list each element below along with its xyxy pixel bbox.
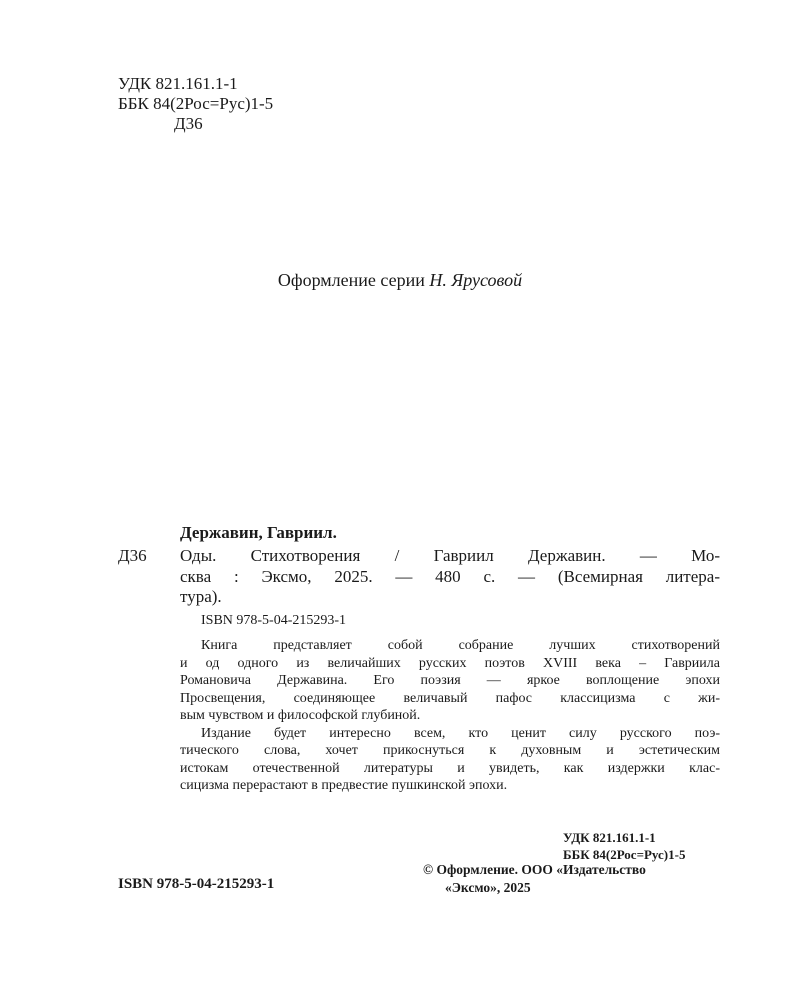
abstract-line: Книга представляет собой собрание лучших стихотворений bbox=[201, 638, 720, 653]
abstract-line: истокам отечественной литературы и увидеть, как издержки клас- bbox=[180, 760, 720, 776]
bottom-isbn: ISBN 978-5-04-215293-1 bbox=[118, 876, 275, 892]
bbk-code-right: ББК 84(2Рос=Рус)1-5 bbox=[563, 847, 686, 862]
biblio-line: тура). bbox=[180, 587, 222, 606]
author-mark: Д36 bbox=[174, 114, 203, 133]
abstract-line: и од одного из величайших русских поэтов XVIII века – Гавриила bbox=[180, 655, 720, 671]
abstract-line: тического слова, хочет прикоснуться к духовным и эстетическим bbox=[180, 743, 720, 758]
abstract-line: Романовича Державина. Его поэзия — яркое воплощение эпохи bbox=[180, 673, 720, 688]
series-designer-name: Н. Ярусовой bbox=[429, 270, 523, 290]
biblio-line: Оды. Стихотворения / Гавриил Державин. — Мо- bbox=[180, 546, 720, 565]
copyright-line: «Эксмо», 2025 bbox=[445, 880, 531, 895]
copyright-notice bbox=[423, 861, 646, 897]
series-design-credit bbox=[0, 270, 800, 291]
series-credit-prefix: Оформление серии bbox=[277, 270, 425, 290]
abstract-line: Просвещения, соединяющее величавый пафос классицизма с жи- bbox=[180, 690, 720, 706]
bibliographic-description bbox=[180, 546, 720, 608]
top-classification-codes bbox=[118, 74, 273, 134]
bbk-code: ББК 84(2Рос=Рус)1-5 bbox=[118, 94, 274, 113]
abstract-line: Издание будет интересно всем, кто ценит силу русского поэ- bbox=[201, 725, 720, 741]
udk-code-right: УДК 821.161.1-1 bbox=[563, 830, 656, 845]
book-abstract bbox=[180, 637, 720, 795]
abstract-line: вым чувством и философской глубиной. bbox=[180, 708, 421, 723]
entry-author-mark: Д36 bbox=[118, 546, 147, 565]
udk-code: УДК 821.161.1-1 bbox=[118, 74, 238, 93]
biblio-line: сква : Эксмо, 2025. — 480 с. — (Всемирная литера- bbox=[180, 566, 720, 586]
right-classification-codes bbox=[563, 829, 685, 863]
entry-author-heading: Державин, Гавриил. bbox=[180, 523, 337, 542]
abstract-line: сицизма перерастают в предвестие пушкинской эпохи. bbox=[180, 778, 508, 793]
copyright-line: © Оформление. ООО «Издательство bbox=[423, 862, 646, 877]
entry-isbn: ISBN 978-5-04-215293-1 bbox=[201, 613, 347, 628]
